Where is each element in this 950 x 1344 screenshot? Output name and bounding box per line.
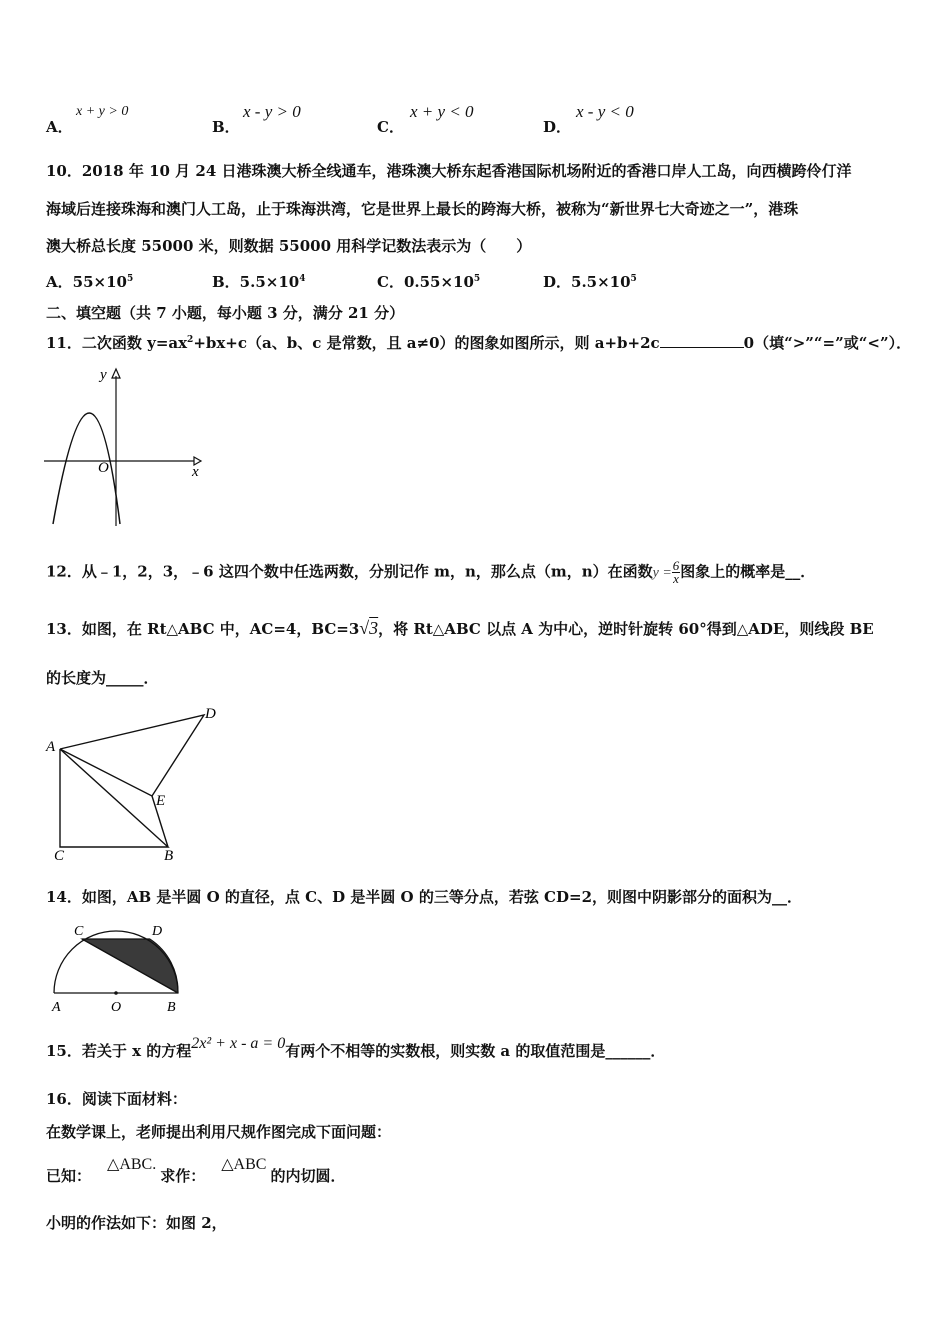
q9-option-a: A． — [46, 118, 73, 136]
q13-label-a: A — [46, 739, 56, 755]
q12-fraction: $\frac{6}{x}$ — [672, 558, 680, 586]
q10-option-a: A．$55\times 10^5$ — [46, 273, 134, 291]
q9-option-b-expr: x - y > 0 — [243, 102, 301, 121]
q10-option-c: C．$0.55\times 10^5$ — [377, 273, 481, 291]
q13-triangle-figure — [44, 702, 224, 864]
q16-line1: 在数学课上，老师提出利用尺规作图完成下面问题： — [46, 1123, 392, 1141]
q10-option-d: D．$5.5\times 10^5$ — [543, 273, 637, 291]
q10-line3: 澳大桥总长度 55000 米，则数据 55000 用科学记数法表示为（ ） — [46, 237, 532, 255]
q15-text: 15．若关于 x 的方程2x² + x - a = 0有两个不相等的实数根，则实数 a 的取值范围是______． — [46, 1035, 666, 1060]
q11-text: 11．二次函数 $y=ax^2+bx+c(a$、b、c 是常数，且 a≠0）的图象如图所示，则 a+b+2c 0（填“>”“=”或“<”）． — [46, 334, 912, 352]
q13-label-b: B — [164, 848, 174, 864]
q16-line2: 已知：△ABC.求作：△ABC的内切圆． — [46, 1156, 346, 1185]
q9-option-a-expr: x + y > 0 — [76, 104, 129, 119]
q9-option-d-expr: x - y < 0 — [576, 102, 634, 121]
q11-parabola-figure — [44, 364, 206, 528]
section-heading: 二、填空题（共 7 小题，每小题 3 分，满分 21 分） — [46, 304, 405, 322]
q14-label-c: C — [74, 924, 84, 939]
q15-equation: 2x² + x - a = 0 — [191, 1035, 286, 1052]
q10-line2: 海域后连接珠海和澳门人工岛，止于珠海洪湾，它是世界上最长的跨海大桥，被称为“新世界七大奇迹之一”，港珠 — [46, 200, 799, 218]
q13-triangle-abc — [60, 749, 168, 847]
q9-option-c-expr: x + y < 0 — [410, 102, 474, 121]
q13-text: 13．如图，在 Rt△ABC 中，AC=4，BC=3√3，将 Rt△ABC 以点 A 为中心，逆时针旋转 60°得到△ADE，则线段 BE — [46, 618, 874, 638]
q14-semicircle-figure — [44, 920, 194, 1016]
q11-parabola-curve — [53, 413, 120, 524]
q13-line2: 的长度为_____． — [46, 669, 159, 687]
q14-center-point — [114, 991, 118, 995]
q13-label-d: D — [205, 706, 216, 722]
q11-origin-label: O — [98, 460, 109, 476]
q9-option-b: B． — [212, 118, 240, 136]
q13-triangle-ade — [60, 715, 204, 796]
q12-text: 12．从﹣1，2，3，﹣6 这四个数中任选两数，分别记作 m，n，那么点（m，n）在函数y = $\frac{6}{x}$ 图象上的概率是__． — [46, 558, 816, 586]
q14-label-d: D — [152, 924, 163, 939]
q14-label-a: A — [52, 1000, 61, 1015]
q9-option-d: D． — [543, 118, 572, 136]
q14-label-b: B — [167, 1000, 176, 1015]
q16-title: 16．阅读下面材料： — [46, 1090, 187, 1108]
q10-line1: 10．2018 年 10 月 24 日港珠澳大桥全线通车，港珠澳大桥东起香港国际机场附近的香港口岸人工岛，向西横跨伶仃洋 — [46, 162, 852, 180]
q14-text: 14．如图，AB 是半圆 O 的直径，点 C、D 是半圆 O 的三等分点，若弦 CD=2，则图中阴影部分的面积为__． — [46, 888, 803, 906]
q10-option-b: B．$5.5\times 10^4$ — [212, 273, 306, 291]
q11-answer-blank — [660, 333, 744, 348]
q11-y-label: y — [100, 367, 107, 383]
q9-option-c: C． — [377, 118, 404, 136]
q13-label-e: E — [156, 793, 166, 809]
q13-label-c: C — [54, 848, 65, 864]
q11-x-label: x — [192, 464, 199, 480]
q16-line3: 小明的作法如下：如图 2， — [46, 1214, 227, 1232]
q14-label-o: O — [111, 1000, 122, 1015]
